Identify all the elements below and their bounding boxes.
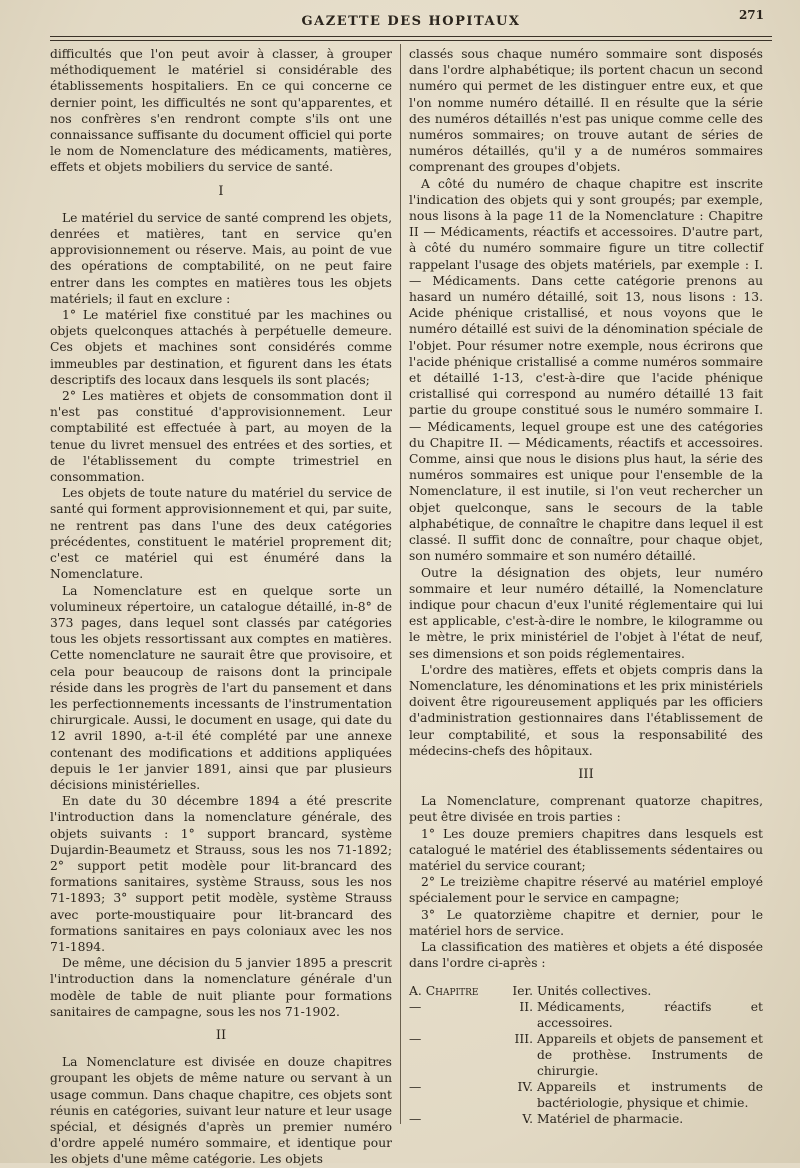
paragraph: L'ordre des matières, effets et objets compris dans la Nomenclature, les dénominations et les prix ministériels doivent être rigoureusement appliqués par les officiers d'administration gestionnaires dans l'établissement de leur comptabilité, et sous la responsabilité des médecins-chefs des hôpitaux.: [409, 662, 763, 758]
chapter-entry: [409, 1111, 763, 1127]
paragraph: La classification des matières et objets a été disposée dans l'ordre ci-après :: [409, 939, 763, 971]
chapter-title: Appareils et objets de pansement et de prothèse. Instruments de chirurgie.: [537, 1032, 763, 1079]
paragraph: 2° Le treizième chapitre réservé au matériel employé spécialement pour le service en campagne;: [409, 875, 763, 906]
chapter-prefix: —: [409, 1112, 422, 1127]
page-number: 271: [738, 8, 764, 22]
right-column: [409, 46, 763, 1127]
section-heading: II: [215, 1027, 227, 1043]
paragraph: Le matériel du service de santé comprend les objets, denrées et matières, tant en service qu'en approvisionnement ou réserve. Mais, au point de vue des opérations de comptabilité, on ne peut faire entrer dans les comptes en matières tous les objets matériels; il faut en exclure :: [50, 210, 392, 306]
chapter-title: Médicaments, réactifs et accessoires.: [537, 1000, 763, 1031]
paragraph: Outre la désignation des objets, leur numéro sommaire et leur numéro détaillé, la Nomenclature indique pour chacun d'eux l'unité réglementaire qui lui est applicable, c'est-à-dire le nombre, le kilogramme ou le mètre, le prix ministériel de l'objet à l'état de neuf, ses dimensions et son poids réglementaires.: [409, 565, 763, 661]
chapter-prefix: —: [409, 1080, 422, 1095]
paragraph: En date du 30 décembre 1894 a été prescrite l'introduction dans la nomenclature générale, des objets suivants : 1° support brancard, système Dujardin-Beaumetz et Strauss, sous les nos 71-1892; 2° support petit modèle pour lit-brancard des formations sanitaires, système Strauss, sous les nos 71-1893; 3° support petit modèle, système Strauss avec porte-moustiquaire pour lit-brancard des formations sanitaires en pays coloniaux avec les nos 71-1894.: [50, 794, 392, 954]
chapter-number: IV.: [517, 1080, 533, 1095]
paragraph: 3° Le quatorzième chapitre et dernier, pour le matériel hors de service.: [409, 907, 763, 938]
chapter-number: II.: [519, 1000, 533, 1015]
paragraph: De même, une décision du 5 janvier 1895 a prescrit l'introduction dans la nomenclature générale d'un modèle de table de nuit pliante pour formations sanitaires de campagne, sous les nos 71-1902.: [50, 956, 392, 1019]
paragraph: La Nomenclature est divisée en douze chapitres groupant les objets de même nature ou servant à un usage commun. Dans chaque chapitre, ces objets sont réunis en catégories, suivant leur nature et leur usage spécial, et désignés d'après un premier numéro d'ordre appelé numéro sommaire, et identique pour les objets d'une même catégorie. Les objets: [50, 1055, 392, 1167]
running-title: GAZETTE DES HOPITAUX: [301, 14, 521, 29]
paragraph: 1° Le matériel fixe constitué par les machines ou objets quelconques attachés à perpétuelle demeure. Ces objets et machines sont considérés comme immeubles par destination, et figurent dans les états descriptifs des locaux dans lesquels ils sont placés;: [50, 308, 392, 387]
chapter-prefix: —: [409, 1000, 422, 1015]
chapter-number: III.: [514, 1032, 533, 1047]
chapter-title: Appareils et instruments de bactériologie, physique et chimie.: [537, 1080, 763, 1111]
paragraph: classés sous chaque numéro sommaire sont disposés dans l'ordre alphabétique; ils portent chacun un second numéro qui permet de les distinguer entre eux, et que l'on nomme numéro détaillé. Il en résulte que la série des numéros détaillés n'est pas unique comme celle des numéros sommaires; on trouve autant de séries de numéros détaillés, qu'il y a de numéros sommaires comprenant des groupes d'objets.: [409, 47, 763, 175]
paragraph: 2° Les matières et objets de consommation dont il n'est pas constitué d'approvisionnement. Leur comptabilité est effectuée à part, au moyen de la tenue du livret mensuel des entrées et des sorties, et de l'établissement du compte trimestriel en consommation.: [50, 389, 392, 485]
chapter-title: Unités collectives.: [537, 984, 652, 999]
chapter-title: Matériel de pharmacie.: [537, 1112, 684, 1127]
section-heading: III: [578, 766, 594, 782]
paragraph: Les objets de toute nature du matériel du service de santé qui forment approvisionnement et qui, par suite, ne rentrent pas dans l'une des deux catégories précédentes, constituent le matériel proprement dit; c'est ce matériel qui est énuméré dans la Nomenclature.: [50, 486, 392, 582]
section-heading: I: [218, 183, 224, 199]
chapter-entry: [409, 983, 763, 999]
paragraph: La Nomenclature est en quelque sorte un volumineux répertoire, un catalogue détaillé, in-8° de 373 pages, dans lequel sont classés par catégories tous les objets ressortissant aux comptes en matières. Cette nomenclature ne saurait être que provisoire, et cela pour beaucoup de raisons dont la principale réside dans les progrès de l'art du pansement et dans les perfectionnements incessants de l'instrumentation chirurgicale. Aussi, le document en usage, qui date du 12 avril 1890, a-t-il été complété par une annexe contenant des modifications et additions appliquées depuis le 1er janvier 1891, ainsi que par plusieurs décisions ministérielles.: [50, 583, 392, 792]
paragraph: difficultés que l'on peut avoir à classer, à grouper méthodiquement le matériel si considérable des établissements hospitaliers. En ce qui concerne ce dernier point, les difficultés ne sont qu'apparentes, et nos confrères s'en rendront compte s'ils ont une connaissance suffisante du document officiel qui porte le nom de Nomenclature des médicaments, matières, effets et objets mobiliers du service de santé.: [50, 47, 392, 175]
paragraph: 1° Les douze premiers chapitres dans lesquels est catalogué le matériel des établissements sédentaires ou matériel du service courant;: [409, 826, 763, 873]
chapter-entry: [409, 999, 763, 1031]
header-rule-thin: [50, 40, 772, 41]
chapter-entry: [409, 1079, 763, 1111]
chapter-number: V.: [522, 1112, 533, 1127]
chapter-prefix: —: [409, 1032, 422, 1047]
paragraph: A côté du numéro de chaque chapitre est inscrite l'indication des objets qui y sont groupés; par exemple, nous lisons à la page 11 de la Nomenclature : Chapitre II — Médicaments, réactifs et accessoires. D'autre part, à côté du numéro sommaire figure un titre collectif rappelant l'usage des objets matériels, par exemple : I. — Médicaments. Dans cette catégorie prenons au hasard un numéro détaillé, soit 13, nous lisons : 13. Acide phénique cristallisé, et nous voyons que le numéro détaillé est suivi de la dénomination spéciale de l'objet. Pour résumer notre exemple, nous écrirons que l'acide phénique cristallisé a comme numéros sommaire et détaillé 1-13, c'est-à-dire que l'acide phénique cristallisé qui correspond au numéro détaillé 13 fait partie du groupe constitué sous le numéro sommaire I. — Médicaments, lequel groupe est une des catégories du Chapitre II. — Médicaments, réactifs et accessoires. Comme, ainsi que nous le disions plus haut, la série des numéros sommaires est unique pour l'ensemble de la Nomenclature, il est inutile, si l'on veut rechercher un objet quelconque, sans le secours de la table alphabétique, de connaître le chapitre dans lequel il est classé. Il suffit donc de connaître, pour chaque objet, son numéro sommaire et son numéro détaillé.: [409, 176, 763, 564]
column-divider: [400, 44, 401, 1124]
chapter-number: Ier.: [512, 984, 533, 999]
paragraph: La Nomenclature, comprenant quatorze chapitres, peut être divisée en trois parties :: [409, 794, 763, 825]
page-header: [50, 8, 772, 38]
left-column: [50, 46, 392, 1168]
header-rule: [50, 36, 772, 37]
chapter-entry: [409, 1031, 763, 1079]
chapter-prefix: A. Chapitre: [409, 984, 479, 999]
chapter-list: [409, 983, 763, 1127]
